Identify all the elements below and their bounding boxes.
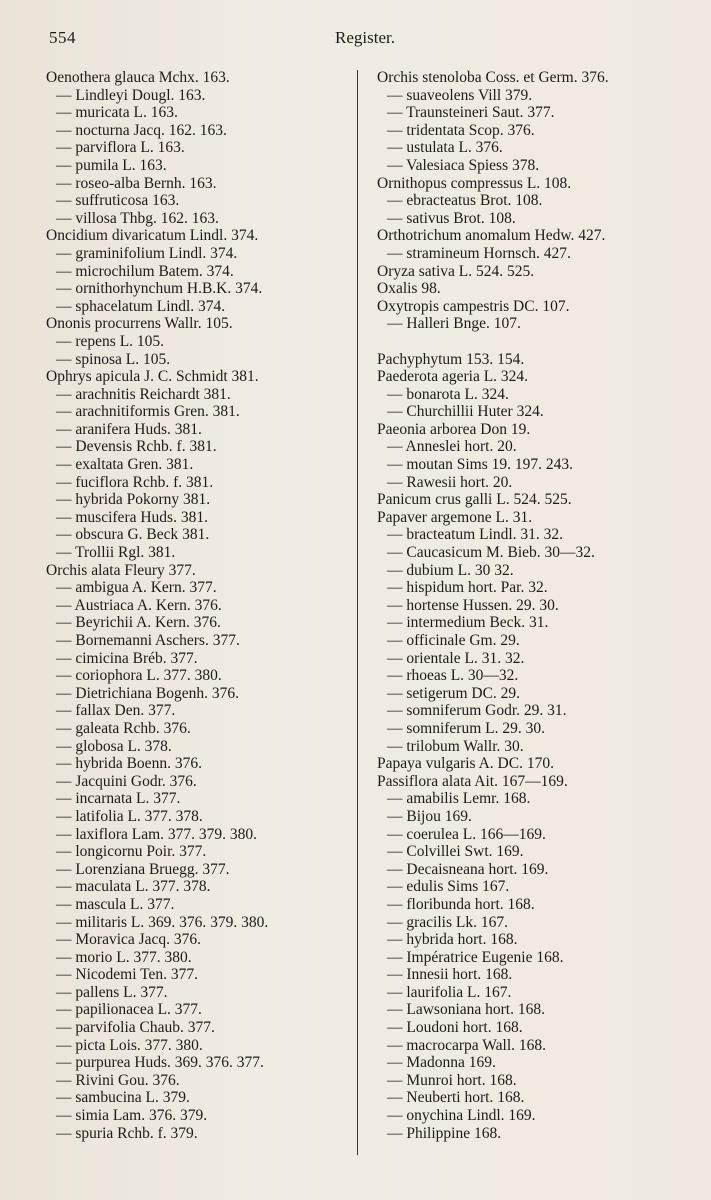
running-head: Register. bbox=[335, 28, 395, 47]
index-subentry: — edulis Sims 167. bbox=[387, 878, 510, 896]
index-subentry: — Rivini Gou. 376. bbox=[56, 1071, 180, 1089]
index-subentry: — Innesii hort. 168. bbox=[387, 966, 513, 984]
index-subentry: — stramineum Hornsch. 427. bbox=[387, 244, 571, 262]
left-index-column bbox=[46, 69, 346, 1142]
index-subentry: — trilobum Wallr. 30. bbox=[387, 737, 524, 755]
index-subentry: — Munroi hort. 168. bbox=[387, 1071, 517, 1089]
index-subentry: — tridentata Scop. 376. bbox=[387, 121, 535, 139]
index-subentry: — ebracteatus Brot. 108. bbox=[387, 192, 543, 210]
index-subentry: — Impératrice Eugenie 168. bbox=[387, 948, 564, 966]
index-entry: Paeonia arborea Don 19. bbox=[377, 420, 531, 438]
index-entry: Oncidium divaricatum Lindl. 374. bbox=[46, 227, 259, 245]
index-subentry: — suaveolens Vill 379. bbox=[387, 86, 533, 104]
index-subentry: — Halleri Bnge. 107. bbox=[387, 315, 521, 333]
index-subentry: — Lawsoniana hort. 168. bbox=[387, 1001, 545, 1019]
index-subentry: — Traunsteineri Saut. 377. bbox=[387, 104, 555, 122]
index-subentry: — sphacelatum Lindl. 374. bbox=[56, 297, 226, 315]
index-subentry: — dubium L. 30 32. bbox=[387, 561, 514, 579]
index-subentry: — parviflora L. 163. bbox=[56, 139, 185, 157]
index-subentry: — purpurea Huds. 369. 376. 377. bbox=[56, 1054, 264, 1072]
index-subentry: — mascula L. 377. bbox=[56, 895, 175, 913]
index-subentry: — ornithorhynchum H.B.K. 374. bbox=[56, 280, 263, 298]
index-subentry: — arachnitiformis Gren. 381. bbox=[56, 403, 240, 421]
index-subentry: — cimicina Bréb. 377. bbox=[56, 649, 198, 667]
index-subentry: — incarnata L. 377. bbox=[56, 790, 181, 808]
index-subentry: — somniferum L. 29. 30. bbox=[387, 719, 545, 737]
index-entry: Oxalis 98. bbox=[377, 280, 441, 298]
index-entry: Orchis alata Fleury 377. bbox=[46, 561, 196, 579]
index-subentry: — fuciflora Rchb. f. 381. bbox=[56, 473, 214, 491]
index-subentry: — Devensis Rchb. f. 381. bbox=[56, 438, 217, 456]
index-subentry: — gracilis Lk. 167. bbox=[387, 913, 508, 931]
index-subentry: — maculata L. 377. 378. bbox=[56, 878, 211, 896]
index-subentry: — Moravica Jacq. 376. bbox=[56, 931, 202, 949]
index-subentry: — setigerum DC. 29. bbox=[387, 684, 521, 702]
index-subentry: — pumila L. 163. bbox=[56, 156, 167, 174]
index-subentry: — villosa Thbg. 162. 163. bbox=[56, 209, 219, 227]
page-number: 554 bbox=[49, 28, 76, 47]
index-subentry: — Bijou 169. bbox=[387, 807, 472, 825]
index-subentry: — galeata Rchb. 376. bbox=[56, 719, 191, 737]
index-subentry: — suffruticosa 163. bbox=[56, 192, 180, 210]
index-subentry: — moutan Sims 19. 197. 243. bbox=[387, 456, 574, 474]
index-entry: Papaver argemone L. 31. bbox=[377, 508, 533, 526]
index-subentry: — Jacquini Godr. 376. bbox=[56, 772, 197, 790]
index-subentry: — Philippine 168. bbox=[387, 1124, 502, 1142]
index-subentry: — Rawesii hort. 20. bbox=[387, 473, 513, 491]
index-subentry: — Valesiaca Spiess 378. bbox=[387, 156, 540, 174]
index-entry: Oenothera glauca Mchx. 163. bbox=[46, 69, 230, 86]
index-subentry: — militaris L. 369. 376. 379. 380. bbox=[56, 913, 269, 931]
index-subentry: — muricata L. 163. bbox=[56, 104, 178, 122]
index-subentry: — coerulea L. 166—169. bbox=[387, 825, 546, 843]
index-entry: Orchis stenoloba Coss. et Germ. 376. bbox=[377, 69, 609, 86]
index-subentry: — Lorenziana Bruegg. 377. bbox=[56, 860, 230, 878]
index-subentry: — microchilum Batem. 374. bbox=[56, 262, 234, 280]
index-subentry: — latifolia L. 377. 378. bbox=[56, 807, 203, 825]
index-subentry: — Bornemanni Aschers. 377. bbox=[56, 632, 240, 649]
index-subentry: — roseo-alba Bernh. 163. bbox=[56, 174, 217, 192]
index-entry: Orthotrichum anomalum Hedw. 427. bbox=[377, 227, 606, 245]
index-subentry: — hispidum hort. Par. 32. bbox=[387, 579, 548, 597]
index-subentry: — Decaisneana hort. 169. bbox=[387, 860, 549, 878]
index-subentry: — papilionacea L. 377. bbox=[56, 1001, 202, 1019]
index-subentry: — aranifera Huds. 381. bbox=[56, 420, 202, 438]
index-entry: Papaya vulgaris A. DC. 170. bbox=[377, 755, 554, 773]
index-subentry: — globosa L. 378. bbox=[56, 737, 172, 755]
index-subentry: — Lindleyi Dougl. 163. bbox=[56, 86, 206, 104]
index-subentry: — Neuberti hort. 168. bbox=[387, 1089, 525, 1107]
column-divider bbox=[357, 70, 358, 1155]
index-subentry: — bracteatum Lindl. 31. 32. bbox=[387, 526, 564, 544]
index-subentry: — Churchillii Huter 324. bbox=[387, 403, 544, 421]
index-subentry: — somniferum Godr. 29. 31. bbox=[387, 702, 567, 720]
index-subentry: — Dietrichiana Bogenh. 376. bbox=[56, 684, 239, 702]
index-subentry: — exaltata Gren. 381. bbox=[56, 456, 194, 474]
index-entry: Paederota ageria L. 324. bbox=[377, 368, 529, 386]
index-subentry: — amabilis Lemr. 168. bbox=[387, 790, 531, 808]
index-subentry: — onychina Lindl. 169. bbox=[387, 1107, 536, 1125]
index-subentry: — sativus Brot. 108. bbox=[387, 209, 516, 227]
index-subentry: — Beyrichii A. Kern. 376. bbox=[56, 614, 221, 632]
index-subentry: — Nicodemi Ten. 377. bbox=[56, 966, 198, 984]
index-subentry: — macrocarpa Wall. 168. bbox=[387, 1036, 547, 1054]
index-subentry: — floribunda hort. 168. bbox=[387, 895, 535, 913]
index-entry: Passiflora alata Ait. 167—169. bbox=[377, 772, 568, 790]
index-subentry: — laxiflora Lam. 377. 379. 380. bbox=[56, 825, 258, 843]
index-subentry: — intermedium Beck. 31. bbox=[387, 614, 549, 632]
index-subentry: — spuria Rchb. f. 379. bbox=[56, 1124, 198, 1142]
index-entry: Oryza sativa L. 524. 525. bbox=[377, 262, 535, 280]
index-entry: Panicum crus galli L. 524. 525. bbox=[377, 491, 572, 509]
index-subentry: — bonarota L. 324. bbox=[387, 385, 509, 403]
index-subentry: — obscura G. Beck 381. bbox=[56, 526, 210, 544]
index-subentry: — Austriaca A. Kern. 376. bbox=[56, 596, 222, 614]
index-subentry: — Madonna 169. bbox=[387, 1054, 496, 1072]
index-subentry: — nocturna Jacq. 162. 163. bbox=[56, 121, 227, 139]
index-subentry: — Colvillei Swt. 169. bbox=[387, 843, 524, 861]
index-subentry: — parvifolia Chaub. 377. bbox=[56, 1019, 215, 1037]
index-subentry: — rhoeas L. 30—32. bbox=[387, 667, 519, 685]
index-entry: Ophrys apicula J. C. Schmidt 381. bbox=[46, 368, 259, 386]
index-subentry: — fallax Den. 377. bbox=[56, 702, 176, 720]
index-subentry: — longicornu Poir. 377. bbox=[56, 843, 207, 861]
index-subentry: — officinale Gm. 29. bbox=[387, 632, 520, 649]
index-subentry: — Caucasicum M. Bieb. 30—32. bbox=[387, 544, 595, 562]
index-subentry: — ambigua A. Kern. 377. bbox=[56, 579, 217, 597]
index-entry: Oxytropis campestris DC. 107. bbox=[377, 297, 570, 315]
right-index-column bbox=[377, 69, 697, 1142]
index-subentry: — picta Lois. 377. 380. bbox=[56, 1036, 203, 1054]
index-entry: Ononis procurrens Wallr. 105. bbox=[46, 315, 233, 333]
index-subentry: — Anneslei hort. 20. bbox=[387, 438, 517, 456]
index-subentry: — Loudoni hort. 168. bbox=[387, 1019, 523, 1037]
index-subentry: — Trollii Rgl. 381. bbox=[56, 544, 176, 562]
index-subentry: — hybrida Pokorny 381. bbox=[56, 491, 211, 509]
index-subentry: — hybrida Boenn. 376. bbox=[56, 755, 202, 773]
index-subentry: — orientale L. 31. 32. bbox=[387, 649, 525, 667]
index-subentry: — morio L. 377. 380. bbox=[56, 948, 192, 966]
index-subentry: — coriophora L. 377. 380. bbox=[56, 667, 222, 685]
index-subentry: — laurifolia L. 167. bbox=[387, 983, 512, 1001]
index-subentry: — muscifera Huds. 381. bbox=[56, 508, 208, 526]
index-subentry: — arachnitis Reichardt 381. bbox=[56, 385, 231, 403]
index-subentry: — simia Lam. 376. 379. bbox=[56, 1107, 208, 1125]
index-subentry: — graminifolium Lindl. 374. bbox=[56, 244, 238, 262]
index-entry: Pachyphytum 153. 154. bbox=[377, 350, 525, 368]
index-subentry: — hybrida hort. 168. bbox=[387, 931, 518, 949]
index-subentry: — repens L. 105. bbox=[56, 332, 165, 350]
index-entry: Ornithopus compressus L. 108. bbox=[377, 174, 572, 192]
index-subentry: — spinosa L. 105. bbox=[56, 350, 171, 368]
index-subentry: — sambucina L. 379. bbox=[56, 1089, 190, 1107]
index-subentry: — hortense Hussen. 29. 30. bbox=[387, 596, 559, 614]
index-subentry: — pallens L. 377. bbox=[56, 983, 168, 1001]
index-subentry: — ustulata L. 376. bbox=[387, 139, 503, 157]
